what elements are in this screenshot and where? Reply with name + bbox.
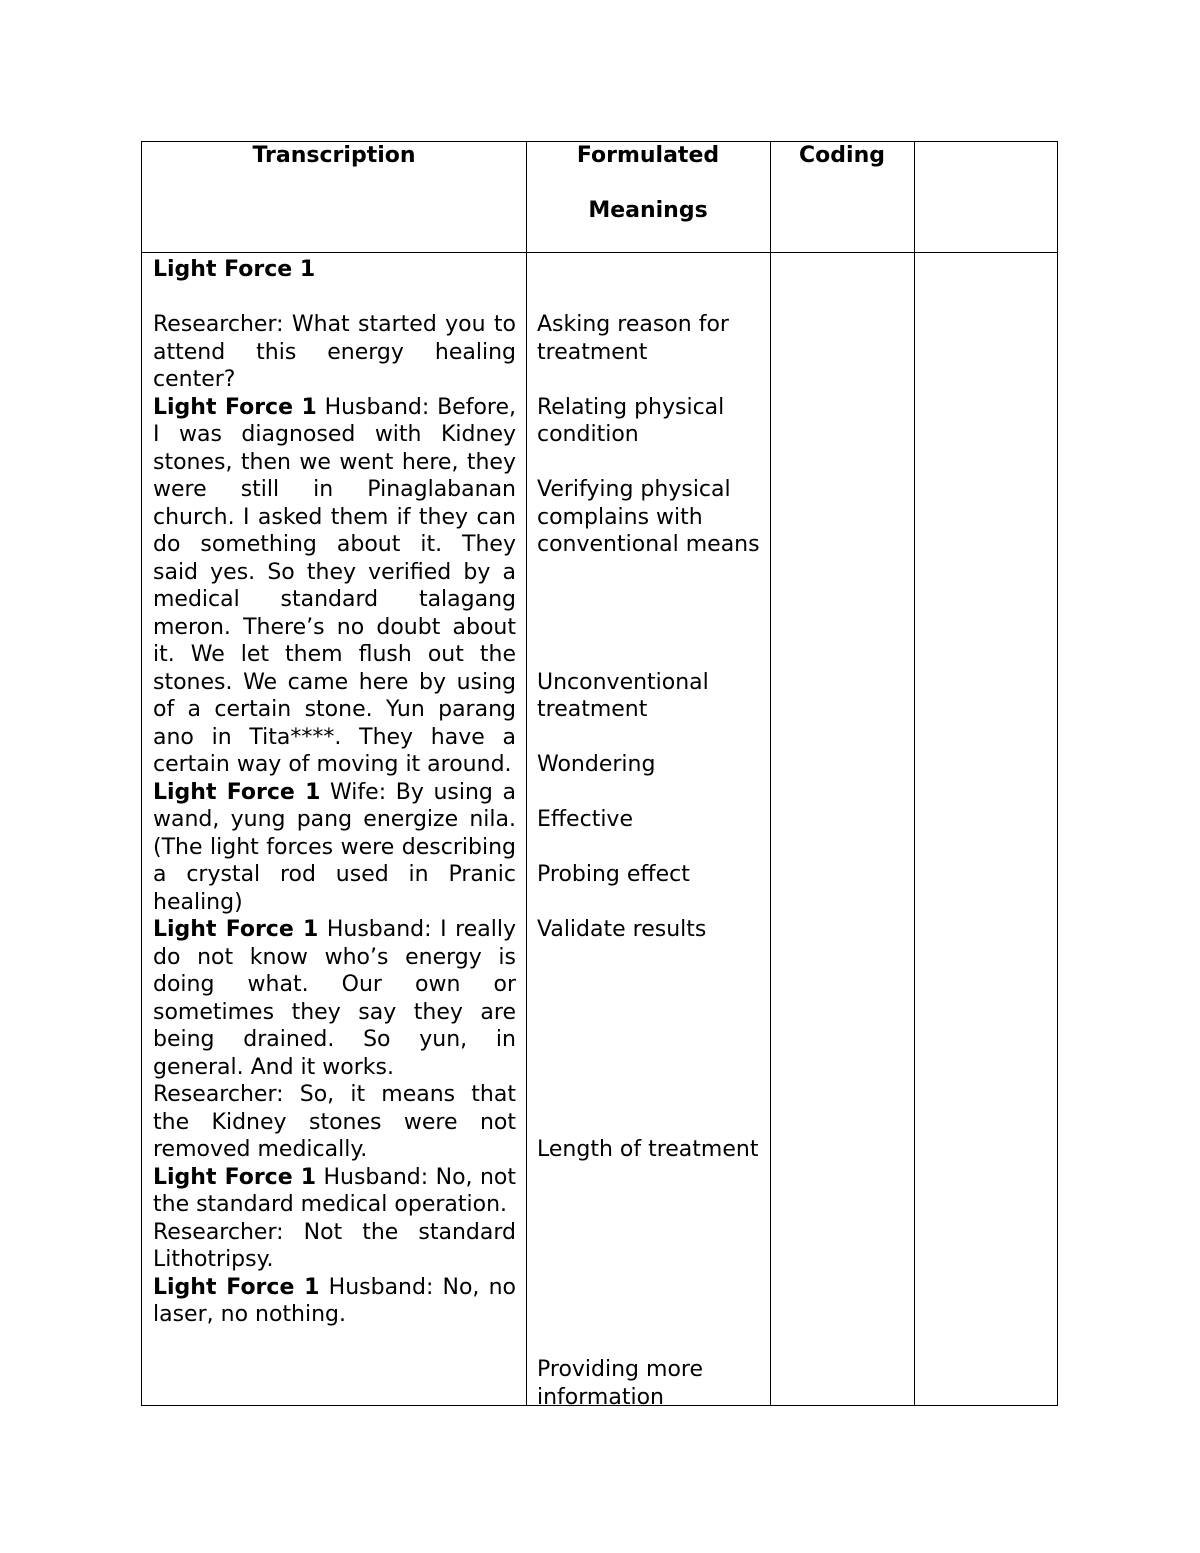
meaning-item: Validate results (537, 917, 707, 942)
meaning-item: Verifying physical complains with conventional means (537, 477, 760, 557)
header-coding: Coding (799, 143, 885, 168)
turn-text: What started you to attend this energy healing center? (153, 312, 516, 392)
meaning-item: Length of treatment (537, 1137, 759, 1162)
meaning-item: Probing effect (537, 862, 690, 887)
meaning-item: Wondering (537, 752, 656, 777)
header-formulated-line1: Formulated (576, 143, 720, 168)
turn-text: Husband: I really do not know who’s energy is doing what. Our own or sometimes they say they are being drained. So yun, in general. And it works. (153, 917, 516, 1080)
section-title: Light Force 1 (153, 257, 316, 282)
speaker-label: Light Force 1 (153, 917, 319, 942)
speaker-label: Light Force 1 (153, 394, 317, 420)
turn-text: Wife: By using a wand, yung pang energize nila.(The light forces were describing a crystal rod used in Pranic healing) (153, 779, 516, 915)
speaker-label: Researcher: (153, 1082, 284, 1107)
speaker-label: Researcher: (153, 1219, 284, 1245)
column-divider-3 (914, 142, 915, 1405)
transcript-turn (153, 916, 516, 1081)
turn-text: Husband: Before, I was diagnosed with Kidney stones, then we went here, they were still in Pinaglabanan church. I asked them if they can do something about it. They said yes. So they verified by a medical standard talagang meron. There’s no doubt about it. We let them flush out the stones. We came here by using of a certain stone. Yun parang ano in Tita****. They have a certain way of moving it around. (153, 394, 516, 777)
speaker-label: Light Force 1 (153, 1164, 317, 1190)
transcript-turn (153, 311, 516, 394)
coding-table (141, 141, 1058, 1410)
meaning-item: Asking reason for treatment (537, 312, 729, 365)
meaning-item: Relating physical condition (537, 394, 725, 447)
turn-text: Husband: No, no laser, no nothing. (153, 1274, 516, 1327)
speaker-label: Researcher: (153, 312, 284, 337)
transcript-turn (153, 394, 516, 779)
meaning-item: Providing more information (537, 1357, 703, 1410)
header-transcription: Transcription (252, 143, 416, 168)
transcript-turn (153, 1081, 516, 1164)
meaning-item: Effective (537, 807, 633, 832)
turn-text: So, it means that the Kidney stones were not removed medically. (153, 1082, 516, 1162)
transcript-turn (153, 779, 516, 917)
transcript-turn (153, 1164, 516, 1219)
turn-text: Husband: No, not the standard medical operation. (153, 1164, 516, 1217)
meaning-item: Unconventional treatment (537, 669, 709, 722)
column-divider-1 (526, 142, 527, 1405)
transcript-turn (153, 1274, 516, 1329)
formulated-meanings-cell (537, 256, 777, 1410)
speaker-label: Light Force 1 (153, 1274, 320, 1300)
transcription-cell (153, 256, 516, 1329)
header-row-divider (142, 252, 1057, 253)
speaker-label: Light Force 1 (153, 779, 321, 805)
header-formulated-meanings (526, 142, 770, 225)
header-formulated-line2: Meanings (588, 198, 708, 223)
transcript-turn (153, 1219, 516, 1274)
turn-text: Not the standard Lithotripsy. (153, 1219, 516, 1272)
